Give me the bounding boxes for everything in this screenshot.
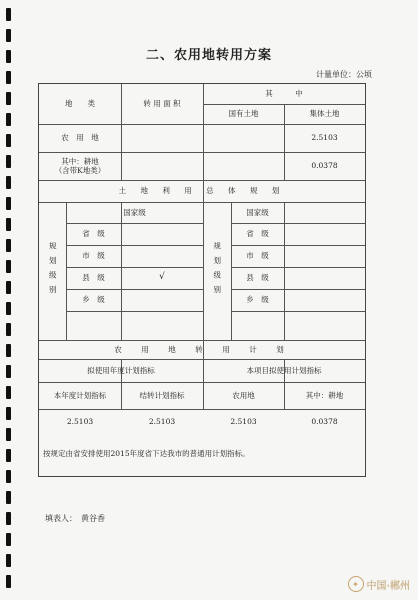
binder-holes	[4, 0, 14, 600]
row-cultivated-label: 其中：耕地 （含带K地类）	[54, 156, 106, 175]
binder-hole	[6, 113, 11, 126]
header-among: 其 中	[265, 89, 303, 99]
binder-hole	[6, 449, 11, 462]
header-state-land: 国有土地	[228, 109, 259, 119]
binder-hole	[6, 29, 11, 42]
level-city-conform: 市 级	[82, 251, 105, 261]
quota-col-cultivated: 其中：耕地	[305, 390, 344, 400]
binder-hole	[6, 533, 11, 546]
remarks-note: 按规定由省安排使用2015年度省下达我市的普通用计划指标。	[43, 449, 250, 458]
quota-value-carryover: 2.5103	[148, 416, 176, 426]
binder-hole	[6, 302, 11, 315]
form-filler: 填表人： 黄谷香	[45, 514, 105, 523]
level-township-adjust: 乡 级	[246, 295, 269, 305]
watermark-stamp	[348, 576, 410, 592]
binder-hole	[6, 239, 11, 252]
binder-hole	[6, 323, 11, 336]
header-converted-area: 转 用 面 积	[143, 99, 181, 109]
binder-hole	[6, 407, 11, 420]
binder-hole	[6, 71, 11, 84]
level-county-conform: 县 级	[82, 273, 105, 283]
binder-hole	[6, 365, 11, 378]
county-conform-check: √	[159, 272, 165, 283]
binder-hole	[6, 218, 11, 231]
measure-unit: 计量单位：公顷	[316, 70, 372, 79]
binder-hole	[6, 575, 11, 588]
annual-quota-header: 拟使用年度计划指标	[87, 365, 155, 375]
row-farmland-label: 农 用 地	[61, 133, 99, 143]
quota-col-carryover: 结转计划指标	[139, 390, 185, 400]
binder-hole	[6, 344, 11, 357]
header-collective-land: 集体土地	[309, 109, 340, 119]
level-province-adjust: 省 级	[246, 229, 269, 239]
binder-hole	[6, 155, 11, 168]
binder-hole	[6, 386, 11, 399]
level-city-adjust: 市 级	[246, 251, 269, 261]
binder-hole	[6, 428, 11, 441]
header-land-type: 地 类	[65, 99, 95, 109]
quota-value-farmland: 2.5103	[230, 416, 257, 426]
binder-hole	[6, 134, 11, 147]
quota-col-farmland: 农用地	[232, 390, 255, 400]
project-quota-header: 本项目拟使用计划指标	[246, 365, 322, 375]
level-township-conform: 乡 级	[82, 295, 105, 305]
quota-value-current-year: 2.5103	[66, 416, 94, 426]
cultivated-collective-value: 0.0378	[311, 161, 338, 171]
binder-hole	[6, 470, 11, 483]
binder-hole	[6, 554, 11, 567]
conversion-plan-table	[38, 83, 366, 477]
binder-hole	[6, 8, 11, 21]
emblem-icon: ✦	[348, 576, 364, 592]
watermark-text: 中国·郴州	[366, 580, 410, 592]
level-national-adjust: 国家级	[246, 207, 269, 217]
overall-plan-header: 土 地 利 用 总 体 规 划	[118, 186, 286, 196]
plan-level-label-right: 规划级别	[212, 242, 222, 300]
conversion-plan-header: 农 用 地 转 用 计 划	[114, 344, 290, 354]
plan-level-label-left: 规划级别	[48, 242, 58, 300]
level-county-adjust: 县 级	[246, 273, 269, 283]
binder-hole	[6, 260, 11, 273]
level-province-conform: 省 级	[82, 229, 105, 239]
binder-hole	[6, 197, 11, 210]
quota-col-current-year: 本年度计划指标	[53, 390, 107, 400]
binder-hole	[6, 512, 11, 525]
quota-value-cultivated: 0.0378	[311, 416, 338, 426]
binder-hole	[6, 281, 11, 294]
binder-hole	[6, 491, 11, 504]
binder-hole	[6, 176, 11, 189]
binder-hole	[6, 92, 11, 105]
farmland-collective-value: 2.5103	[311, 133, 338, 143]
page-title: 二、农用地转用方案	[145, 48, 272, 63]
level-national-conform: 国家级	[123, 207, 146, 217]
